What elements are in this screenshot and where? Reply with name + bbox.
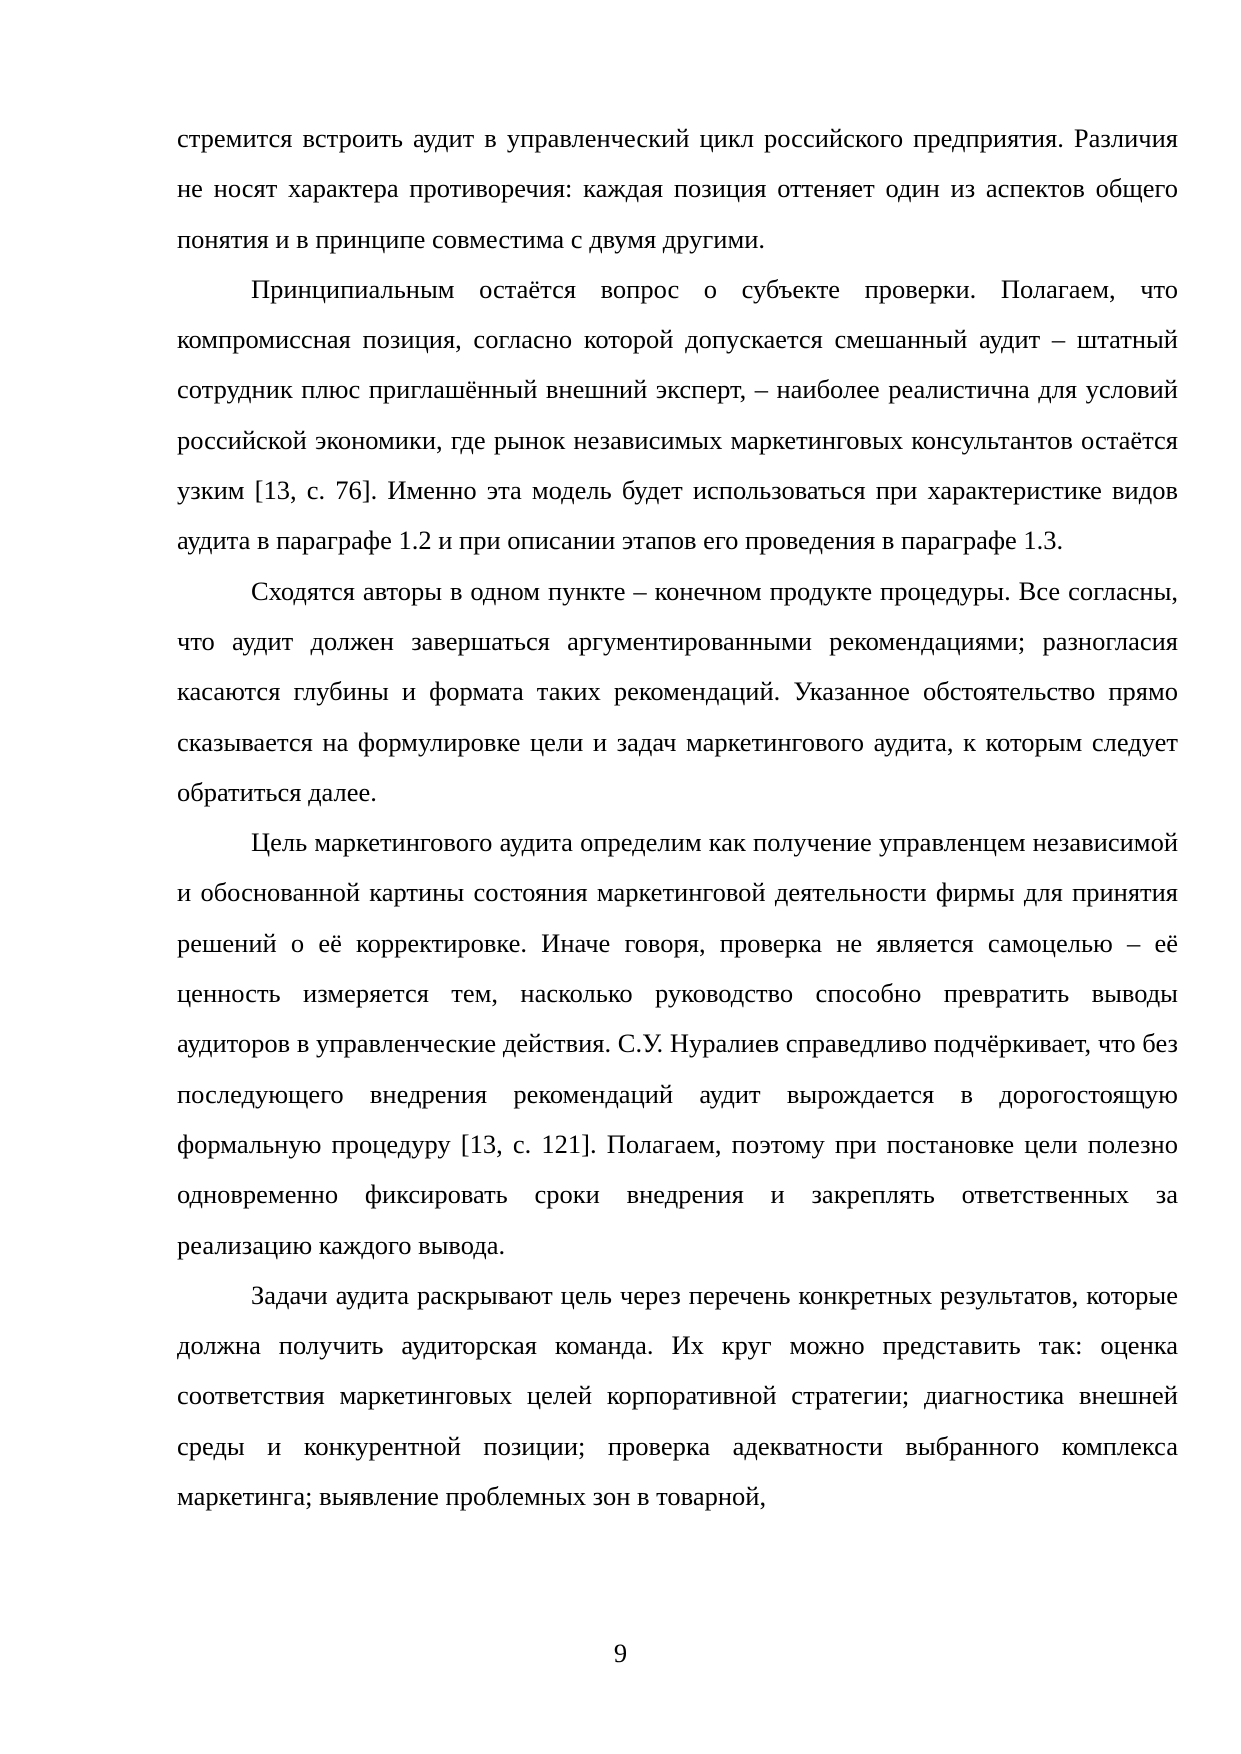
paragraph-final-product: Сходятся авторы в одном пункте – конечном продукте процедуры. Все согласны, что аудит должен завершаться аргументированными рекомендациями; разногласия касаются глубины и формата таких рекомендаций. Указанное обстоятельство прямо сказывается на формулировке цели и задач маркетингового аудита, к которым следует обратиться далее. xyxy=(177,575,1178,807)
paragraph-continued: стремится встроить аудит в управленческий цикл российского предприятия. Различия не носят характера противоречия: каждая позиция оттеняет один из аспектов общего понятия и в принципе совместима с двумя другими. xyxy=(177,123,1178,254)
paragraph-subject-of-audit: Принципиальным остаётся вопрос о субъекте проверки. Полагаем, что компромиссная позиция, согласно которой допускается смешанный аудит – штатный сотрудник плюс приглашённый внешний эксперт, – наиболее реалистична для условий российской экономики, где рынок независимых маркетинговых консультантов остаётся узким [13, с. 76]. Именно эта модель будет использоваться при характеристике видов аудита в параграфе 1.2 и при описании этапов его проведения в параграфе 1.3. xyxy=(177,273,1178,556)
paragraph-audit-tasks: Задачи аудита раскрывают цель через перечень конкретных результатов, которые должна получить аудиторская команда. Их круг можно представить так: оценка соответствия маркетинговых целей корпоративной стратегии; диагностика внешней среды и конкурентной позиции; проверка адекватности выбранного комплекса маркетинга; выявление проблемных зон в товарной, xyxy=(177,1279,1178,1512)
body-text xyxy=(177,113,1178,1521)
page-number: 9 xyxy=(613,1638,628,1668)
paragraph-audit-goal: Цель маркетингового аудита определим как получение управленцем независимой и обоснованной картины состояния маркетинговой деятельности фирмы для принятия решений о её корректировке. Иначе говоря, проверка не является самоцелью – её ценность измеряется тем, насколько руководство способно превратить выводы аудиторов в управленческие действия. С.У. Нуралиев справедливо подчёркивает, что без последующего внедрения рекомендаций аудит вырождается в дорогостоящую формальную процедуру [13, с. 121]. Полагаем, поэтому при постановке цели полезно одновременно фиксировать сроки внедрения и закреплять ответственных за реализацию каждого вывода. xyxy=(177,827,1178,1260)
